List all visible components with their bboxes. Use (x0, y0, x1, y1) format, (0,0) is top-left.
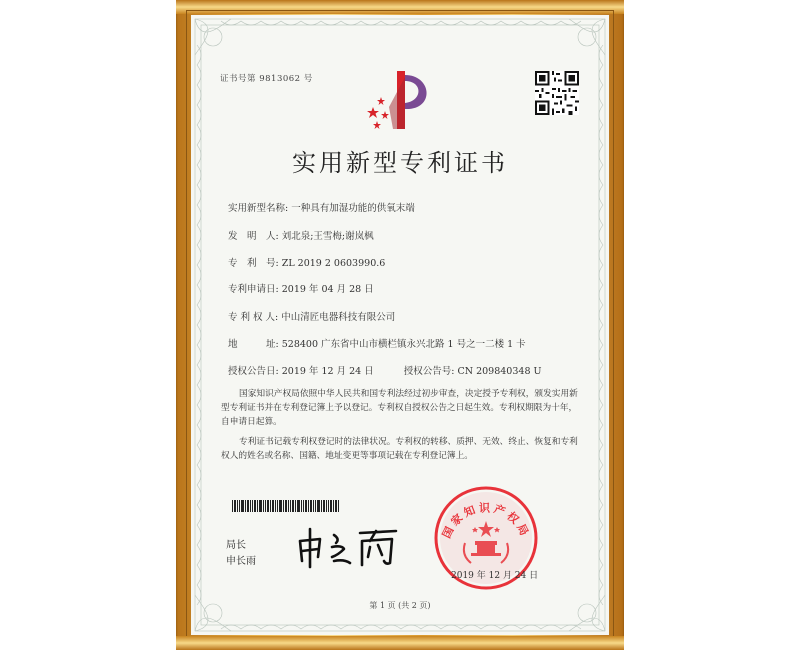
seal-text: 国家知识产权局 (439, 501, 533, 541)
signer-title: 局长 (226, 540, 246, 551)
field-application-date (228, 281, 374, 295)
field-value: 2019 年 04 月 28 日 (281, 284, 374, 295)
certificate-number-value: 9813062 (259, 74, 301, 84)
field-inventors (228, 228, 374, 242)
field-value: ZL 2019 2 0603990.6 (281, 258, 386, 269)
certificate-paper (191, 15, 609, 635)
field-label: 专利申请日: (228, 284, 279, 295)
field-value: 2019 年 12 月 24 日 (281, 366, 374, 377)
signer-name: 申长雨 (226, 556, 256, 567)
announcement-number-value: CN 209840348 U (457, 366, 542, 377)
qr-code (535, 71, 579, 115)
field-patentee (228, 309, 395, 323)
field-label: 专 利 号: (228, 258, 279, 269)
page-footer: 第 1 页 (共 2 页) (369, 601, 431, 610)
field-patent-number (228, 255, 385, 269)
certificate-number-label: 证书号第 (220, 74, 257, 84)
certificate-number (220, 72, 313, 84)
announcement-number-label: 授权公告号: (403, 366, 455, 377)
field-label: 专 利 权 人: (228, 312, 279, 323)
field-announcement-date (228, 363, 542, 377)
barcode (232, 500, 340, 512)
field-utility-model-name (228, 200, 415, 214)
handwritten-signature (294, 521, 404, 571)
field-value: 528400 广东省中山市横栏镇永兴北路 1 号之一二楼 1 卡 (281, 339, 526, 350)
patent-office-logo (359, 67, 439, 135)
field-value: 中山清匠电器科技有限公司 (281, 312, 396, 323)
field-value: 一种具有加湿功能的供氧末端 (291, 203, 415, 214)
field-label: 授权公告日: (228, 366, 279, 377)
legal-status-paragraph: 专利证书记载专利权登记时的法律状况。专利权的转移、质押、无效、终止、恢复和专利权人的姓名或名称、国籍、地址变更等事项记载在专利登记簿上。 (221, 437, 578, 461)
field-label: 实用新型名称: (228, 203, 289, 214)
field-value: 刘北泉;王雪梅;谢岚枫 (281, 231, 374, 242)
certificate-number-suffix: 号 (303, 74, 313, 84)
certificate-title: 实用新型专利证书 (292, 149, 508, 177)
grant-paragraph: 国家知识产权局依照中华人民共和国专利法经过初步审查，决定授予专利权，颁发实用新型专利证书并在专利登记簿上予以登记。专利权自授权公告之日起生效。专利权期限为十年，自申请日起算。 (221, 389, 578, 427)
field-label: 发 明 人: (228, 231, 279, 242)
seal-date: 2019 年 12 月 24 日 (451, 571, 539, 581)
field-label: 地 址: (228, 339, 279, 350)
field-address (228, 336, 526, 350)
